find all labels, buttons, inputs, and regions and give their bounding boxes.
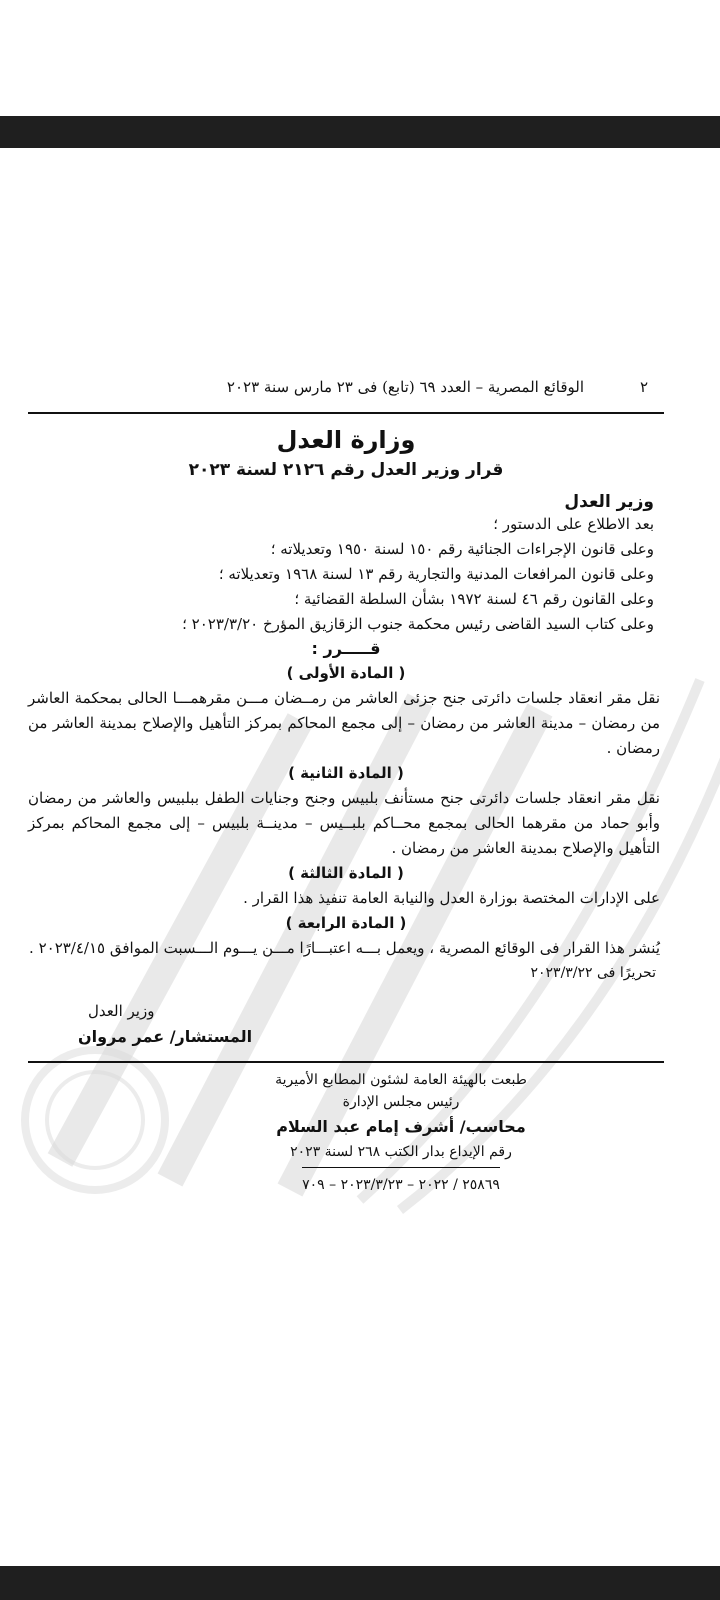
- signature-name: المستشار/ عمر مروان: [78, 1027, 253, 1046]
- article-text: على الإدارات المختصة بوزارة العدل والنيابة العامة تنفيذ هذا القرار .: [243, 889, 660, 907]
- running-header: [28, 370, 664, 404]
- printer-footer: [28, 1069, 664, 1198]
- accountant-name: محاسب/ أشرف إمام عبد السلام: [276, 1117, 526, 1136]
- preamble-line: وعلى قانون المرافعات المدنية والتجارية رقم ١٣ لسنة ١٩٦٨ وتعديلاته ؛: [218, 565, 654, 583]
- preamble-line: وعلى كتاب السيد القاضى رئيس محكمة جنوب الزقازيق المؤرخ ٢٠٢٣/٣/٢٠ ؛: [182, 615, 654, 633]
- top-system-bar: [0, 116, 720, 148]
- article-text: نقل مقر انعقاد جلسات دائرتى جنح جزئى العاشر من رمــضان مـــن مقرهمـــا الحالى بمحكمة العاشر من رمضان – مدينة العاشر من رمضان – إلى مجمع المحاكم بمركز التأهيل والإصلاح بمدينة العاشر من رمضان .: [28, 689, 660, 757]
- footer-rule: [28, 1061, 664, 1063]
- preamble-line: بعد الاطلاع على الدستور ؛: [493, 515, 654, 533]
- decided-heading: قـــــرر :: [311, 639, 381, 658]
- preamble-line: وعلى القانون رقم ٤٦ لسنة ١٩٧٢ بشأن السلطة القضائية ؛: [294, 590, 654, 608]
- preamble: [28, 512, 664, 637]
- preamble-line: وعلى قانون الإجراءات الجنائية رقم ١٥٠ لسنة ١٩٥٠ وتعديلاته ؛: [270, 540, 654, 558]
- running-title: الوقائع المصرية – العدد ٦٩ (تابع) فى ٢٣ مارس سنة ٢٠٢٣: [226, 378, 584, 396]
- ministry-title: وزارة العدل: [276, 426, 416, 454]
- serial-number: ٢٥٨٦٩ / ٢٠٢٢ – ٢٠٢٣/٣/٢٣ – ٧٠٩: [302, 1167, 500, 1198]
- decree-title: قرار وزير العدل رقم ٢١٢٦ لسنة ٢٠٢٣: [188, 460, 504, 480]
- printed-by: طبعت بالهيئة العامة لشئون المطابع الأميرية: [275, 1072, 527, 1088]
- minister-heading: وزير العدل: [564, 492, 654, 512]
- signature-block: [28, 999, 664, 1051]
- gazette-page: [28, 370, 664, 1198]
- page-number: ٢: [639, 378, 648, 396]
- article-heading: ( المادة الثالثة ): [288, 864, 404, 882]
- board-chair: رئيس مجلس الإدارة: [342, 1094, 460, 1110]
- header-rule: [28, 412, 664, 414]
- bottom-navigation-bar: [0, 1566, 720, 1600]
- article-text: نقل مقر انعقاد جلسات دائرتى جنح مستأنف بلبيس وجنح وجنايات الطفل ببلبيس والعاشر من رمضان وأبو حماد من مقرهما الحالى بمجمع محــاكم بلبــيس – مدينــة بلبيس – إلى مجمع المحاكم بمركز التأهيل والإصلاح بمدينة العاشر من رمضان .: [28, 789, 660, 857]
- article-heading: ( المادة الأولى ): [286, 664, 406, 682]
- signature-title: وزير العدل: [88, 1002, 155, 1020]
- article-heading: ( المادة الرابعة ): [285, 914, 407, 932]
- article-heading: ( المادة الثانية ): [288, 764, 404, 782]
- deposit-number: رقم الإيداع بدار الكتب ٢٦٨ لسنة ٢٠٢٣: [290, 1144, 512, 1160]
- article-text: يُنشر هذا القرار فى الوقائع المصرية ، ويعمل بـــه اعتبـــارًا مـــن يـــوم الـــسبت الموافق ٢٠٢٣/٤/١٥ .: [29, 939, 660, 957]
- issue-date: تحريرًا فى ٢٠٢٣/٣/٢٢: [530, 965, 656, 981]
